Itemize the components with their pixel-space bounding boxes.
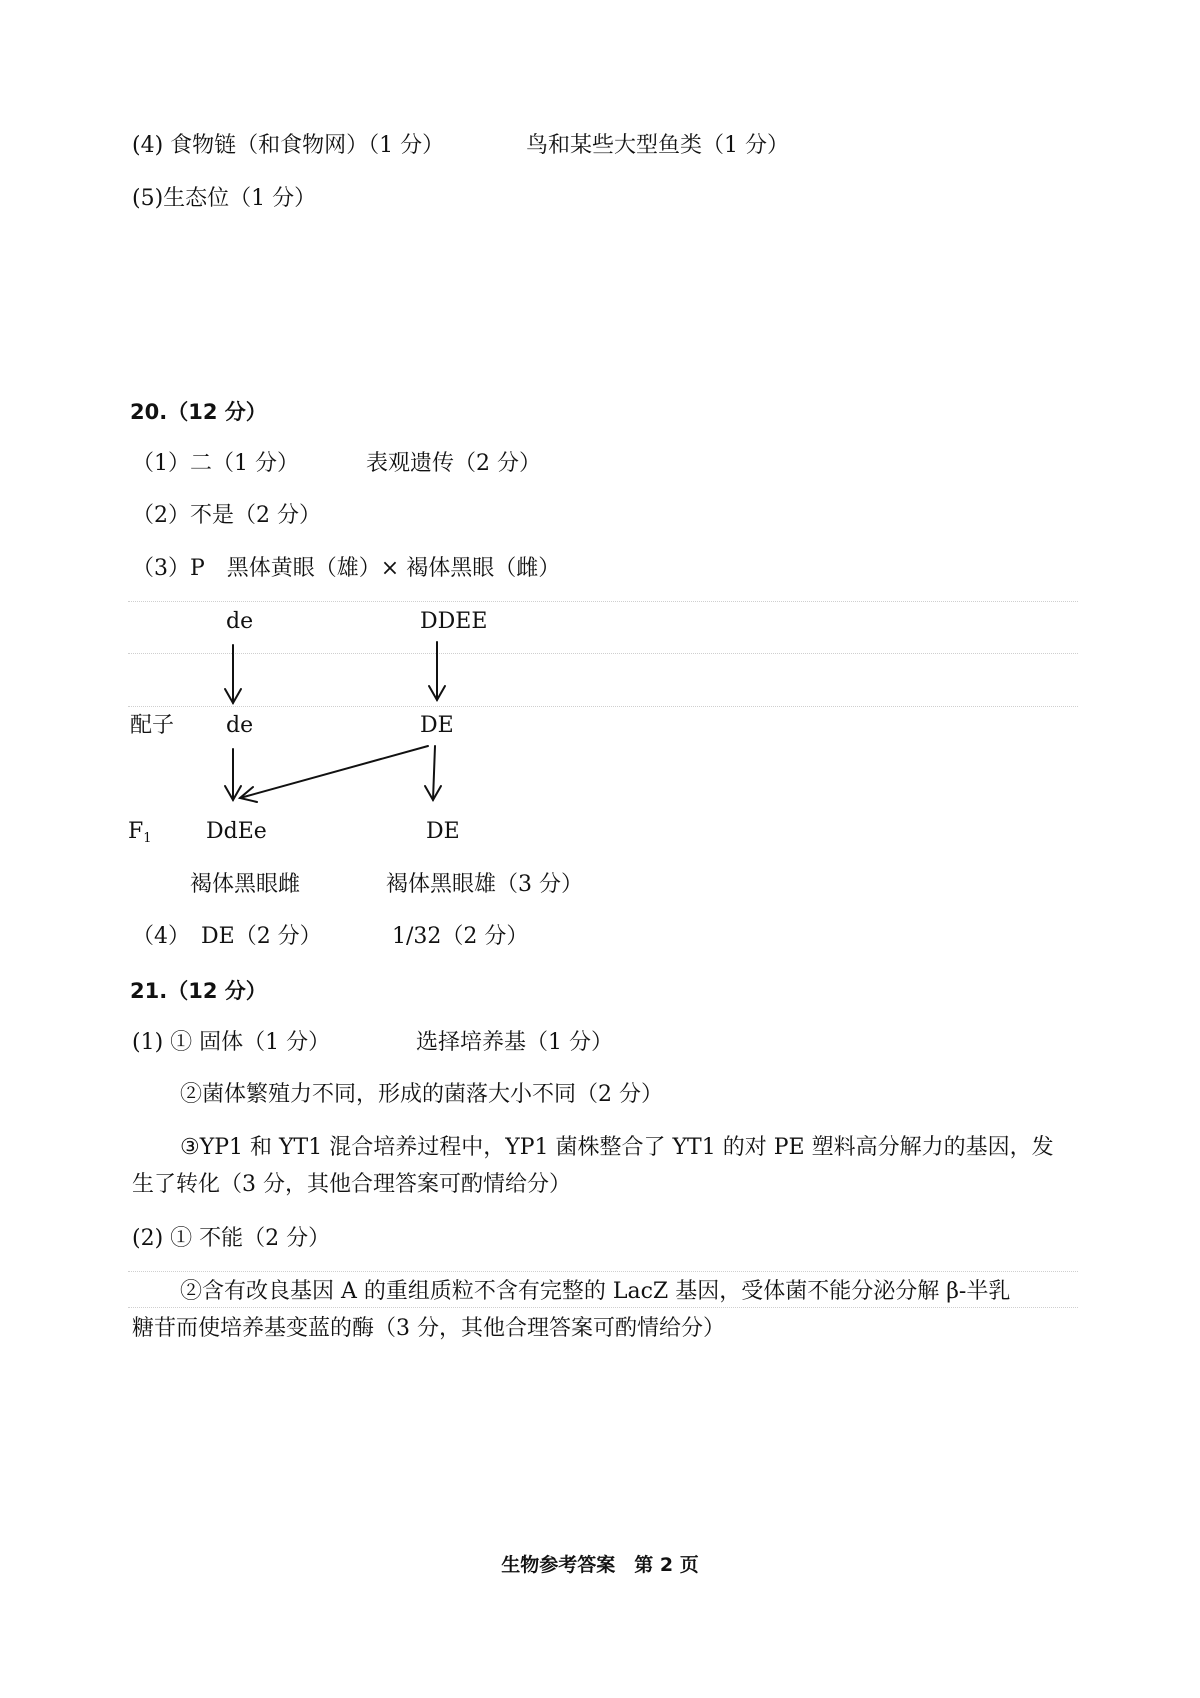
q21-part2-line1: (2) ① 不能（2 分）: [132, 1226, 331, 1251]
q21-part1-line1-left: (1) ① 固体（1 分）: [132, 1030, 331, 1055]
cross-f1-left: DdEe: [206, 819, 267, 844]
f1-subscript: 1: [143, 831, 152, 846]
q19-line4-left: (4) 食物链（和食物网）（1 分）: [132, 133, 445, 158]
q21-part1-line1-right: 选择培养基（1 分）: [416, 1030, 613, 1055]
arrow-p-left-to-gamete: [225, 645, 241, 703]
ruled-line: [128, 1271, 1078, 1272]
q19-line4-right: 鸟和某些大型鱼类（1 分）: [526, 133, 789, 158]
q19-line5: (5)生态位（1 分）: [132, 186, 317, 211]
q20-line2: （2）不是（2 分）: [132, 503, 321, 528]
q21-part2-line2b: 糖苷而使培养基变蓝的酶（3 分，其他合理答案可酌情给分）: [132, 1316, 725, 1341]
cross-gamete-left: de: [226, 713, 254, 738]
q20-line4-right: 1/32（2 分）: [392, 924, 529, 949]
q21-part1-line3a: ③YP1 和 YT1 混合培养过程中，YP1 菌株整合了 YT1 的对 PE 塑料高分解力的基因，发: [180, 1135, 1054, 1160]
q21-part1-line2: ②菌体繁殖力不同，形成的菌落大小不同（2 分）: [180, 1082, 663, 1107]
ruled-line: [128, 1307, 1078, 1308]
arrow-gamete-right-to-f1-left: [240, 746, 428, 802]
q20-line1-right: 表观遗传（2 分）: [366, 451, 541, 476]
q20-line1-left: （1）二（1 分）: [132, 451, 299, 476]
cross-gamete-label: 配子: [130, 713, 175, 738]
cross-p-left-genotype: de: [226, 609, 254, 634]
cross-phenotype-left: 褐体黑眼雌: [190, 872, 301, 897]
cross-f1-right: DE: [426, 819, 460, 844]
q21-part1-line3b: 生了转化（3 分，其他合理答案可酌情给分）: [132, 1172, 571, 1197]
f1-letter: F: [128, 819, 144, 844]
q21-part2-line2a: ②含有改良基因 A 的重组质粒不含有完整的 LacZ 基因，受体菌不能分泌分解 β-半乳: [180, 1279, 1011, 1304]
q20-title: 20.（12 分）: [130, 400, 267, 424]
q20-line3: （3）P 黑体黄眼（雄）× 褐体黑眼（雌）: [132, 556, 561, 581]
cross-phenotype-right: 褐体黑眼雄（3 分）: [386, 872, 583, 897]
cross-gamete-right: DE: [420, 713, 454, 738]
arrow-gamete-right-to-f1-right: [425, 746, 441, 800]
page-footer: 生物参考答案 第 2 页: [501, 1554, 699, 1576]
q20-line4-left: （4） DE（2 分）: [132, 924, 322, 949]
arrow-gamete-left-to-f1: [225, 749, 241, 800]
q21-title: 21.（12 分）: [130, 979, 267, 1003]
arrow-p-right-to-gamete: [429, 642, 445, 700]
cross-p-right-genotype: DDEE: [420, 609, 488, 634]
